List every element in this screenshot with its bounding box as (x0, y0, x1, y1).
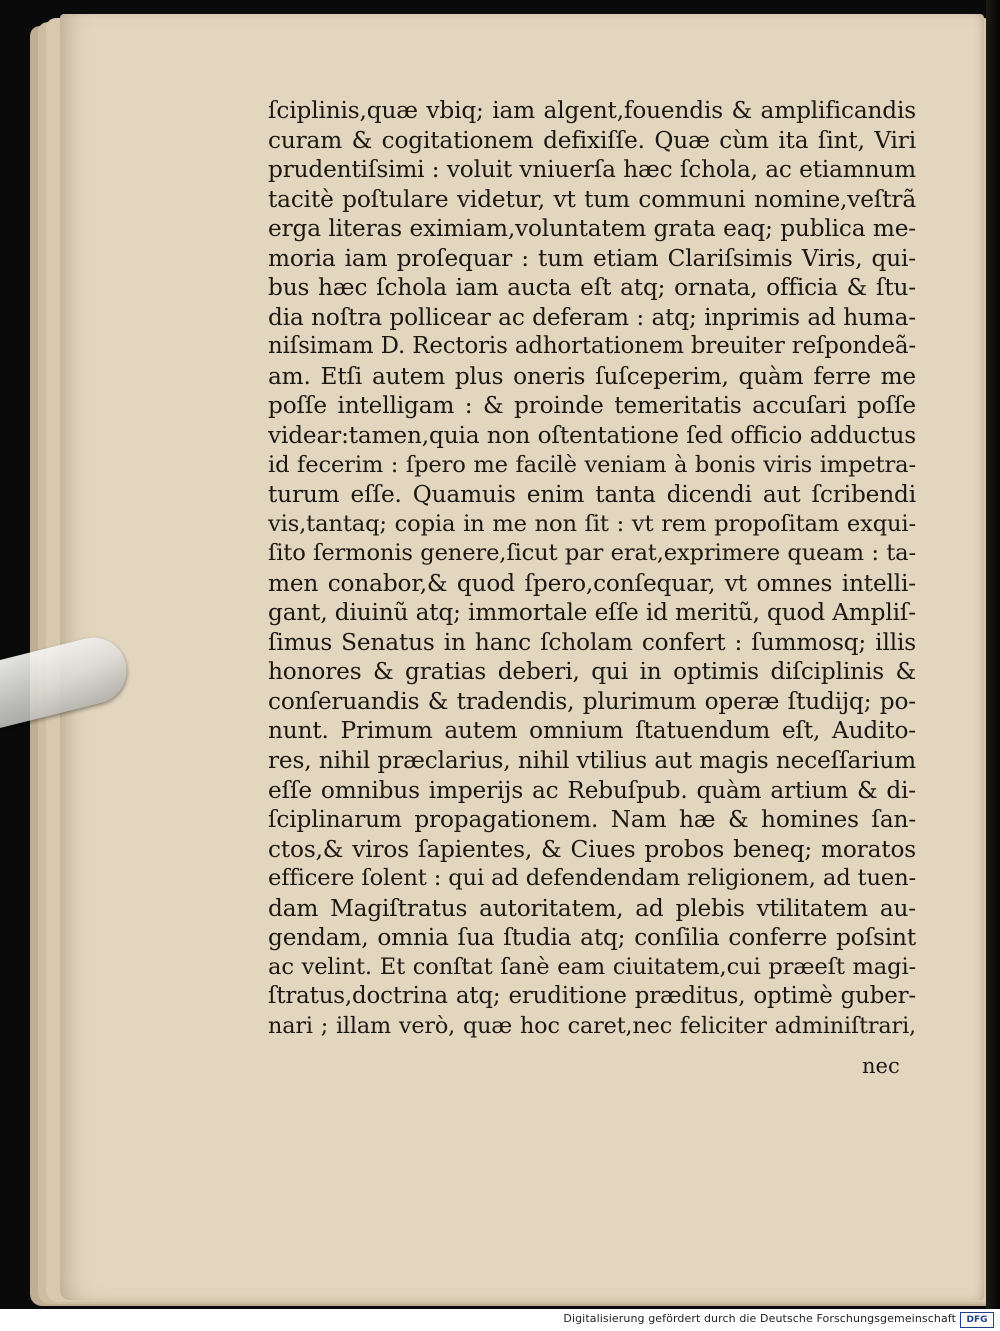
text-line: ſciplinarum propagationem. Nam hæ & homines ſan- (268, 806, 916, 834)
dfg-logo-icon: DFG (960, 1312, 994, 1328)
footer-bar (0, 1309, 1000, 1331)
text-line: ac velint. Et conſtat ſanè eam ciuitatem,cui præeſt magi- (268, 953, 916, 980)
text-line: prudentiſsimi : voluit vniuerſa hæc ſchola, ac etiamnum (268, 156, 916, 184)
text-line: curam & cogitationem defixiſſe. Quæ cùm ita ſint, Viri (268, 126, 916, 154)
text-line: honores & gratias deberi, qui in optimis diſciplinis & (268, 658, 916, 686)
text-line: niſsimam D. Rectoris adhortationem breuiter reſpondeã- (268, 333, 916, 360)
text-line: gendam, omnia ſua ſtudia atq; conſilia conferre poſsint (268, 924, 916, 952)
text-line: dam Magiſtratus autoritatem, ad plebis vtilitatem au- (268, 894, 916, 922)
text-line: vis,tantaq; copia in me non ſit : vt rem propoſitam exqui- (268, 510, 916, 537)
text-line: men conabor,& quod ſpero,conſequar, vt omnes intelli- (268, 569, 916, 597)
text-line: eſſe omnibus imperijs ac Rebuſpub. quàm artium & di- (268, 776, 916, 804)
text-line: ſito ſermonis genere,ſicut par erat,exprimere queam : ta- (268, 540, 916, 567)
text-line: gant, diuinũ atq; immortale eſſe id meritũ, quod Ampliſ- (268, 599, 916, 627)
catchword: nec (862, 1054, 900, 1078)
text-line: am. Etſi autem plus oneris ſuſceperim, quàm ferre me (268, 362, 916, 390)
text-line: moria iam proſequar : tum etiam Clariſsimis Viris, qui- (268, 244, 916, 272)
text-line: erga literas eximiam,voluntatem grata eaq; publica me- (268, 215, 916, 243)
text-line: id fecerim : ſpero me facilè veniam à bonis viris impetra- (268, 451, 916, 478)
text-line: nari ; illam verò, quæ hoc caret,nec feliciter adminiſtrari, (268, 1012, 916, 1039)
text-line: ſtratus,doctrina atq; eruditione præditus, optimè guber- (268, 983, 916, 1010)
binding-shadow (986, 0, 1000, 1331)
text-line: bus hæc ſchola iam aucta eſt atq; ornata, officia & ſtu- (268, 274, 916, 302)
text-line: ſimus Senatus in hanc ſcholam confert : ſummosq; illis (268, 628, 916, 656)
text-line: turum eſſe. Quamuis enim tanta dicendi aut ſcribendi (268, 481, 916, 509)
text-line: ctos,& viros ſapientes, & Ciues probos beneq; moratos (268, 835, 916, 863)
text-line: dia noſtra pollicear ac deferam : atq; inprimis ad huma- (268, 303, 916, 331)
text-line: videar:tamen,quia non oſtentatione ſed officio adductus (268, 422, 916, 450)
text-line: efficere ſolent : qui ad defendendam religionem, ad tuen- (268, 865, 916, 892)
text-line: res, nihil præclarius, nihil vtilius aut magis neceſſarium (268, 747, 916, 775)
text-line: nunt. Primum autem omnium ſtatuendum eſt, Audito- (268, 717, 916, 745)
text-line: tacitè poſtulare videtur, vt tum communi nomine,veſtrã (268, 185, 916, 213)
funding-credit: Digitalisierung gefördert durch die Deutsche Forschungsgemeinschaft (563, 1312, 956, 1325)
text-line: conſeruandis & tradendis, plurimum operæ ſtudijq; po- (268, 687, 916, 715)
text-line: poſſe intelligam : & proinde temeritatis accuſari poſſe (268, 392, 916, 420)
body-text (268, 96, 916, 1042)
text-line: ſciplinis,quæ vbiq; iam algent,fouendis & amplificandis (268, 97, 916, 124)
